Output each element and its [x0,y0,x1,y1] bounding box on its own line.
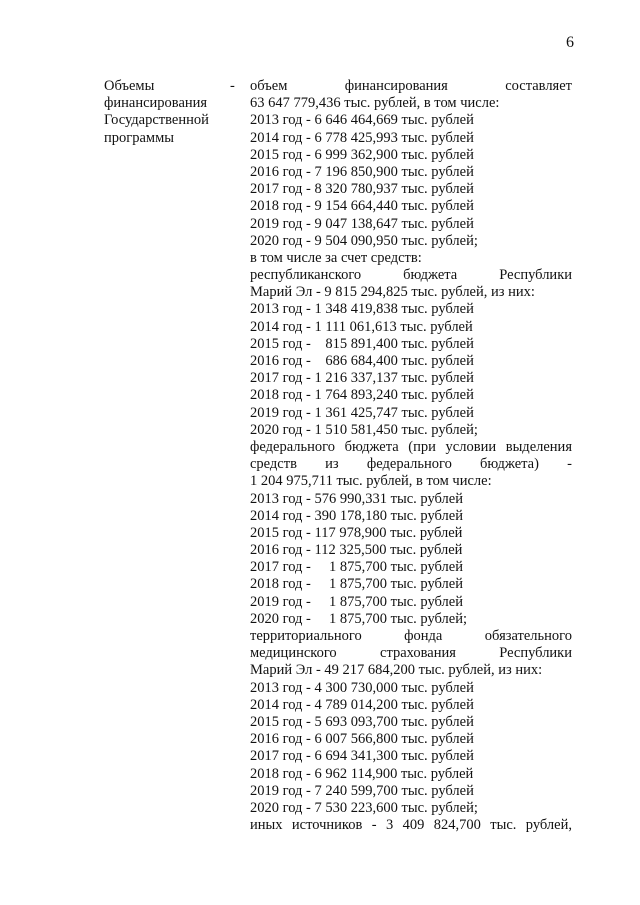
text-line: в том числе за счет средств: [250,249,422,266]
section-label [104,78,234,147]
text-line: 2014 год - 4 789 014,200 тыс. рублей [250,696,474,713]
text-line: 2013 год - 1 348 419,838 тыс. рублей [250,301,474,318]
label-dash: - [230,78,235,94]
text-line: 63 647 779,436 тыс. рублей, в том числе: [250,95,500,112]
text-line: 2017 год - 1 875,700 тыс. рублей [250,559,463,576]
text-line: 2017 год - 1 216 337,137 тыс. рублей [250,370,474,387]
text-line: 2014 год - 390 178,180 тыс. рублей [250,507,463,524]
text-line: 2017 год - 8 320 780,937 тыс. рублей [250,181,474,198]
text-line: 2014 год - 1 111 061,613 тыс. рублей [250,318,473,335]
text-line: 2020 год - 9 504 090,950 тыс. рублей; [250,232,478,249]
text-line: 2020 год - 7 530 223,600 тыс. рублей; [250,799,478,816]
text-line: 2020 год - 1 875,700 тыс. рублей; [250,610,467,627]
text-line: 2013 год - 6 646 464,669 тыс. рублей [250,112,474,129]
text-line: 2016 год - 112 325,500 тыс. рублей [250,542,463,559]
text-line: иных источников - 3 409 824,700 тыс. рублей, [250,817,572,834]
text-line: 2013 год - 4 300 730,000 тыс. рублей [250,679,474,696]
financing-details [250,78,572,834]
text-line: 2016 год - 686 684,400 тыс. рублей [250,353,474,369]
text-line: 2013 год - 576 990,331 тыс. рублей [250,490,463,507]
text-line: 2019 год - 1 875,700 тыс. рублей [250,593,463,610]
text-line: 2015 год - 6 999 362,900 тыс. рублей [250,146,474,163]
text-line: объем финансирования составляет [250,78,572,94]
text-line: Марий Эл - 49 217 684,200 тыс. рублей, из них: [250,662,543,679]
text-line: территориального фонда обязательного [250,628,572,644]
text-line: средств из федерального бюджета) - [250,456,572,473]
text-line: 2019 год - 9 047 138,647 тыс. рублей [250,215,474,232]
text-line: 2020 год - 1 510 581,450 тыс. рублей; [250,421,478,438]
text-line: 1 204 975,711 тыс. рублей, в том числе: [250,473,492,490]
text-line: 2015 год - 117 978,900 тыс. рублей [250,524,463,541]
text-line: 2015 год - 5 693 093,700 тыс. рублей [250,713,474,730]
section-label-line: финансирования [104,95,208,112]
text-line: 2018 год - 6 962 114,900 тыс. рублей [250,765,474,782]
text-line: медицинского страхования Республики [250,645,572,662]
text-line: республиканского бюджета Республики [250,267,572,284]
text-line: 2019 год - 1 361 425,747 тыс. рублей [250,404,474,421]
text-line: Марий Эл - 9 815 294,825 тыс. рублей, из них: [250,284,535,301]
section-label-line: Государственной [104,112,209,129]
text-line: 2018 год - 1 875,700 тыс. рублей [250,576,463,593]
text-line: 2016 год - 7 196 850,900 тыс. рублей [250,163,474,180]
text-line: 2018 год - 1 764 893,240 тыс. рублей [250,387,474,404]
text-line: 2018 год - 9 154 664,440 тыс. рублей [250,198,474,215]
text-line: 2016 год - 6 007 566,800 тыс. рублей [250,731,474,748]
text-line: федерального бюджета (при условии выделения [250,438,572,455]
section-label-line: Объемы [104,78,155,94]
text-line: 2019 год - 7 240 599,700 тыс. рублей [250,782,474,799]
text-line: 2015 год - 815 891,400 тыс. рублей [250,335,474,352]
section-label-line: программы [104,129,174,146]
text-line: 2017 год - 6 694 341,300 тыс. рублей [250,748,474,765]
text-line: 2014 год - 6 778 425,993 тыс. рублей [250,129,474,146]
page-number: 6 [566,34,574,51]
